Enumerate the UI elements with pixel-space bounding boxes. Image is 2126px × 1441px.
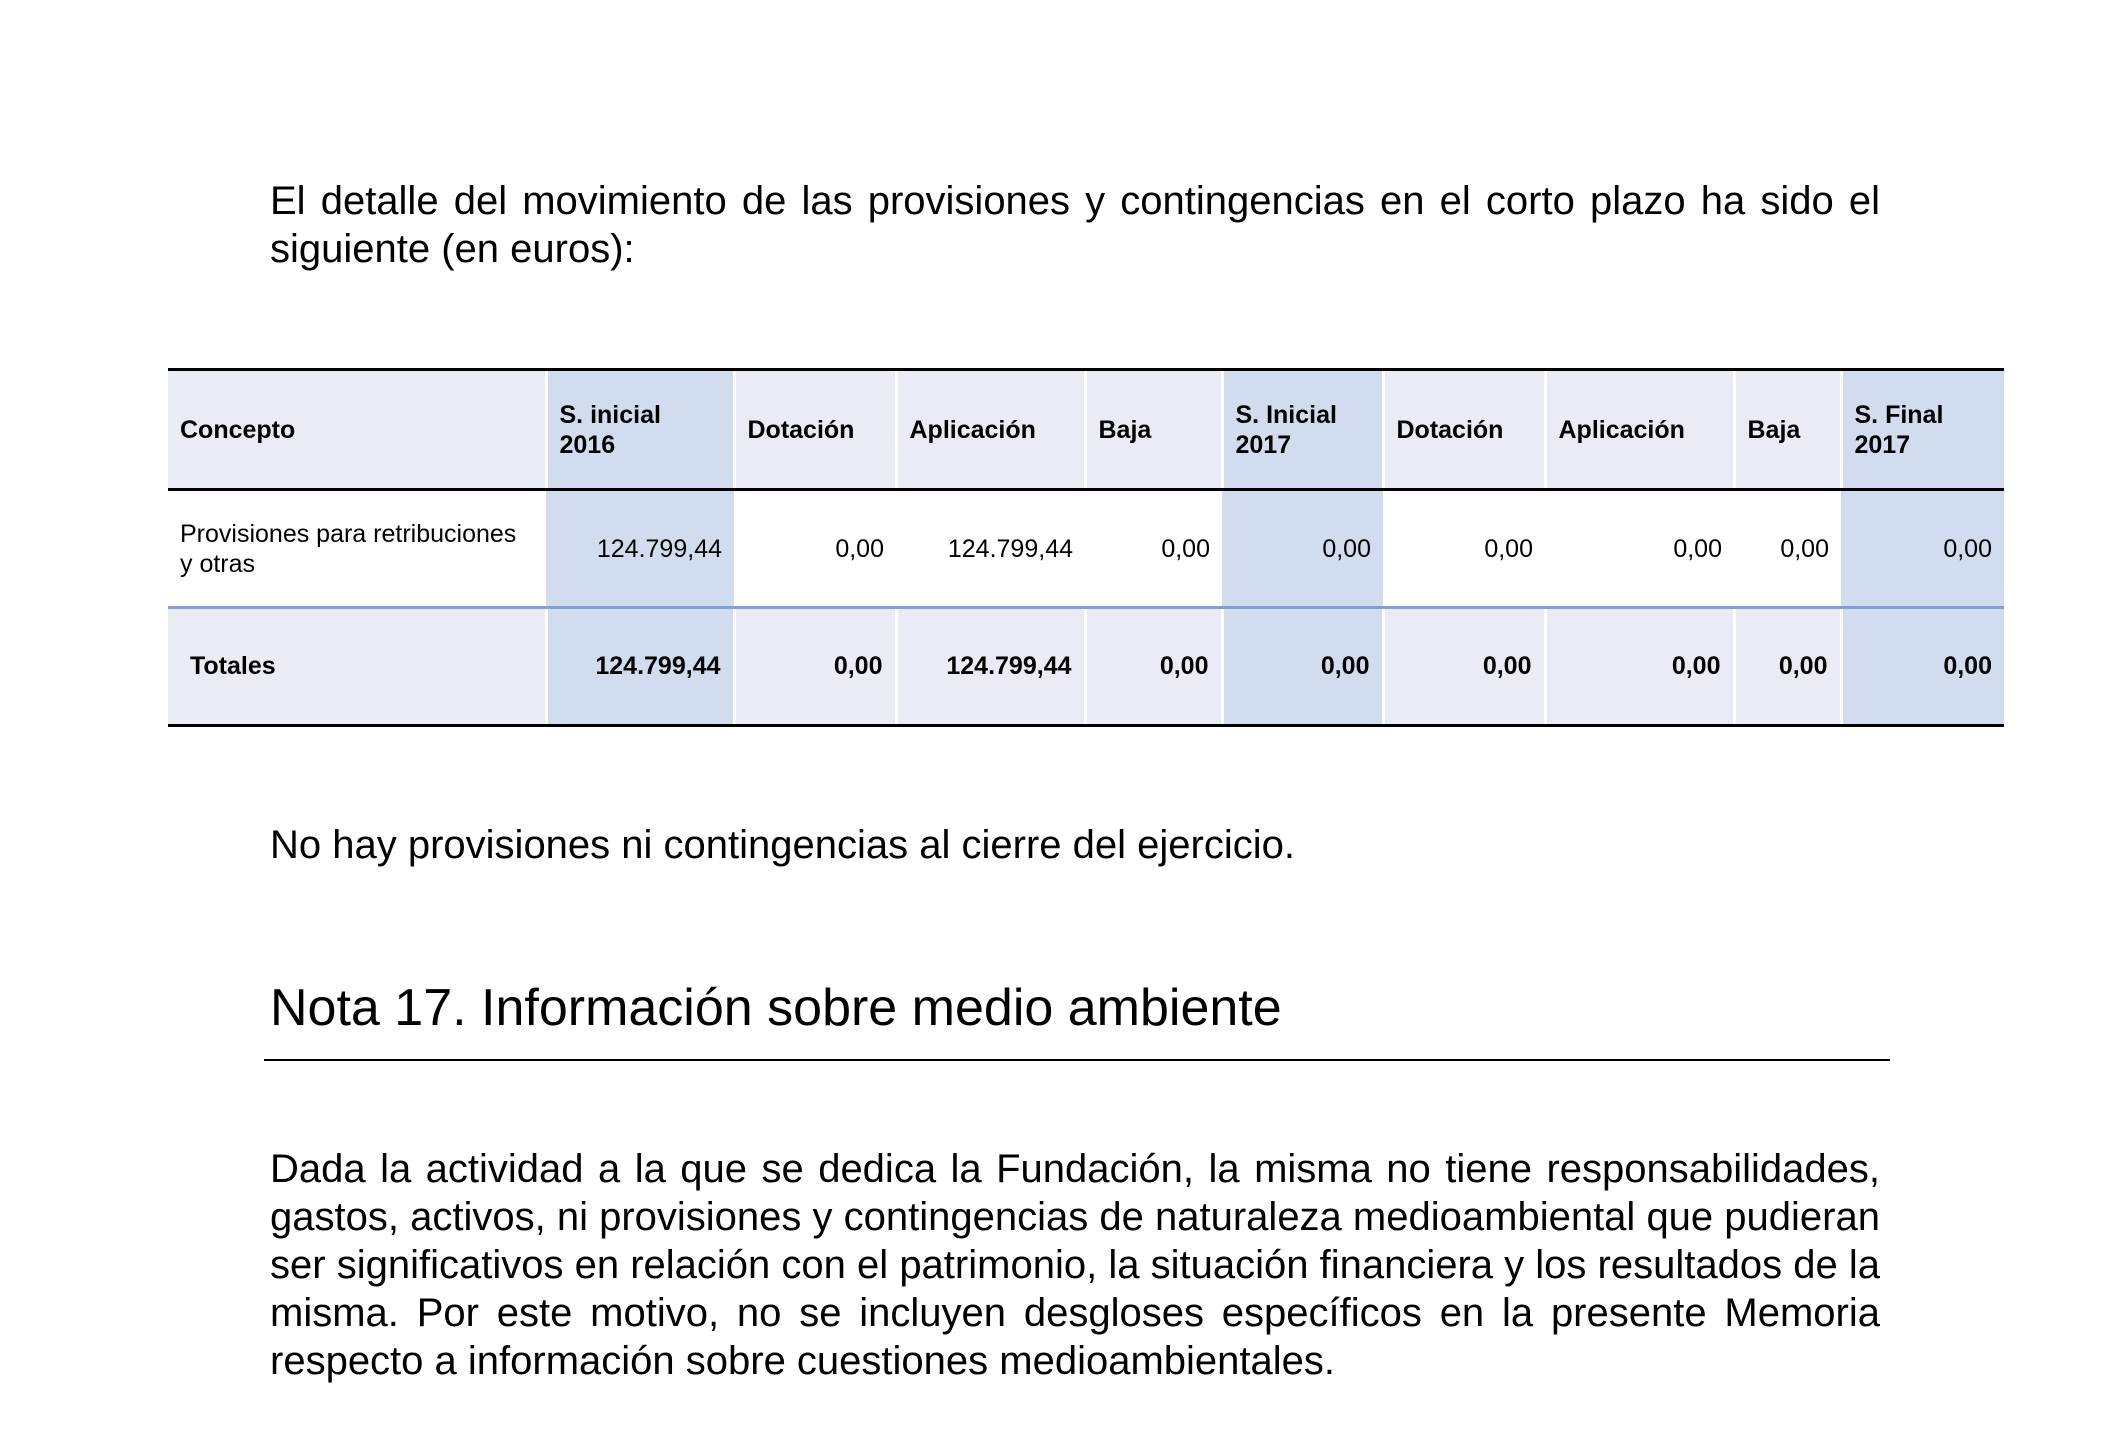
provisions-table-container xyxy=(168,368,2004,727)
total-s-inicial-2017: 0,00 xyxy=(1222,608,1383,726)
total-dotacion-2016: 0,00 xyxy=(734,608,896,726)
col-header-dotacion-2017: Dotación xyxy=(1383,370,1545,490)
provisions-table xyxy=(168,368,2004,727)
cell-s-inicial-2016: 124.799,44 xyxy=(546,490,734,608)
cell-aplicacion-2016: 124.799,44 xyxy=(896,490,1085,608)
no-provisions-paragraph: No hay provisiones ni contingencias al cierre del ejercicio. xyxy=(270,823,1295,867)
total-dotacion-2017: 0,00 xyxy=(1383,608,1545,726)
totals-row xyxy=(168,608,2004,726)
total-s-final-2017: 0,00 xyxy=(1841,608,2004,726)
heading-divider xyxy=(264,1059,1890,1061)
cell-s-final-2017: 0,00 xyxy=(1841,490,2004,608)
col-header-s-inicial-2017: S. Inicial 2017 xyxy=(1222,370,1383,490)
col-header-baja-2016: Baja xyxy=(1085,370,1222,490)
total-aplicacion-2017: 0,00 xyxy=(1545,608,1734,726)
total-aplicacion-2016: 124.799,44 xyxy=(896,608,1085,726)
col-header-concepto: Concepto xyxy=(168,370,546,490)
table-row xyxy=(168,490,2004,608)
section-heading: Nota 17. Información sobre medio ambiente xyxy=(270,979,1282,1037)
col-header-aplicacion-2016: Aplicación xyxy=(896,370,1085,490)
cell-s-inicial-2017: 0,00 xyxy=(1222,490,1383,608)
col-header-s-final-2017: S. Final 2017 xyxy=(1841,370,2004,490)
cell-baja-2016: 0,00 xyxy=(1085,490,1222,608)
intro-paragraph: El detalle del movimiento de las provisiones y contingencias en el corto plazo ha sido el siguiente (en euros): xyxy=(270,179,1880,271)
body-paragraph: Dada la actividad a la que se dedica la Fundación, la misma no tiene responsabilidades, gastos, activos, ni provisiones y contingencias de naturaleza medioambiental que pudieran ser significativos en relación con el patrimonio, la situación financiera y los resultados de la misma. Por este motivo, no se incluyen desgloses específicos en la presente Memoria respecto a información sobre cuestiones medioambientales. xyxy=(270,1147,1880,1383)
col-header-aplicacion-2017: Aplicación xyxy=(1545,370,1734,490)
cell-dotacion-2016: 0,00 xyxy=(734,490,896,608)
col-header-s-inicial-2016: S. inicial 2016 xyxy=(546,370,734,490)
col-header-baja-2017: Baja xyxy=(1734,370,1841,490)
col-header-dotacion-2016: Dotación xyxy=(734,370,896,490)
total-baja-2016: 0,00 xyxy=(1085,608,1222,726)
cell-aplicacion-2017: 0,00 xyxy=(1545,490,1734,608)
total-s-inicial-2016: 124.799,44 xyxy=(546,608,734,726)
totals-label: Totales xyxy=(168,608,546,726)
cell-dotacion-2017: 0,00 xyxy=(1383,490,1545,608)
total-baja-2017: 0,00 xyxy=(1734,608,1841,726)
cell-baja-2017: 0,00 xyxy=(1734,490,1841,608)
row-concept-cell: Provisiones para retribuciones y otras xyxy=(168,490,546,608)
table-header-row xyxy=(168,370,2004,490)
